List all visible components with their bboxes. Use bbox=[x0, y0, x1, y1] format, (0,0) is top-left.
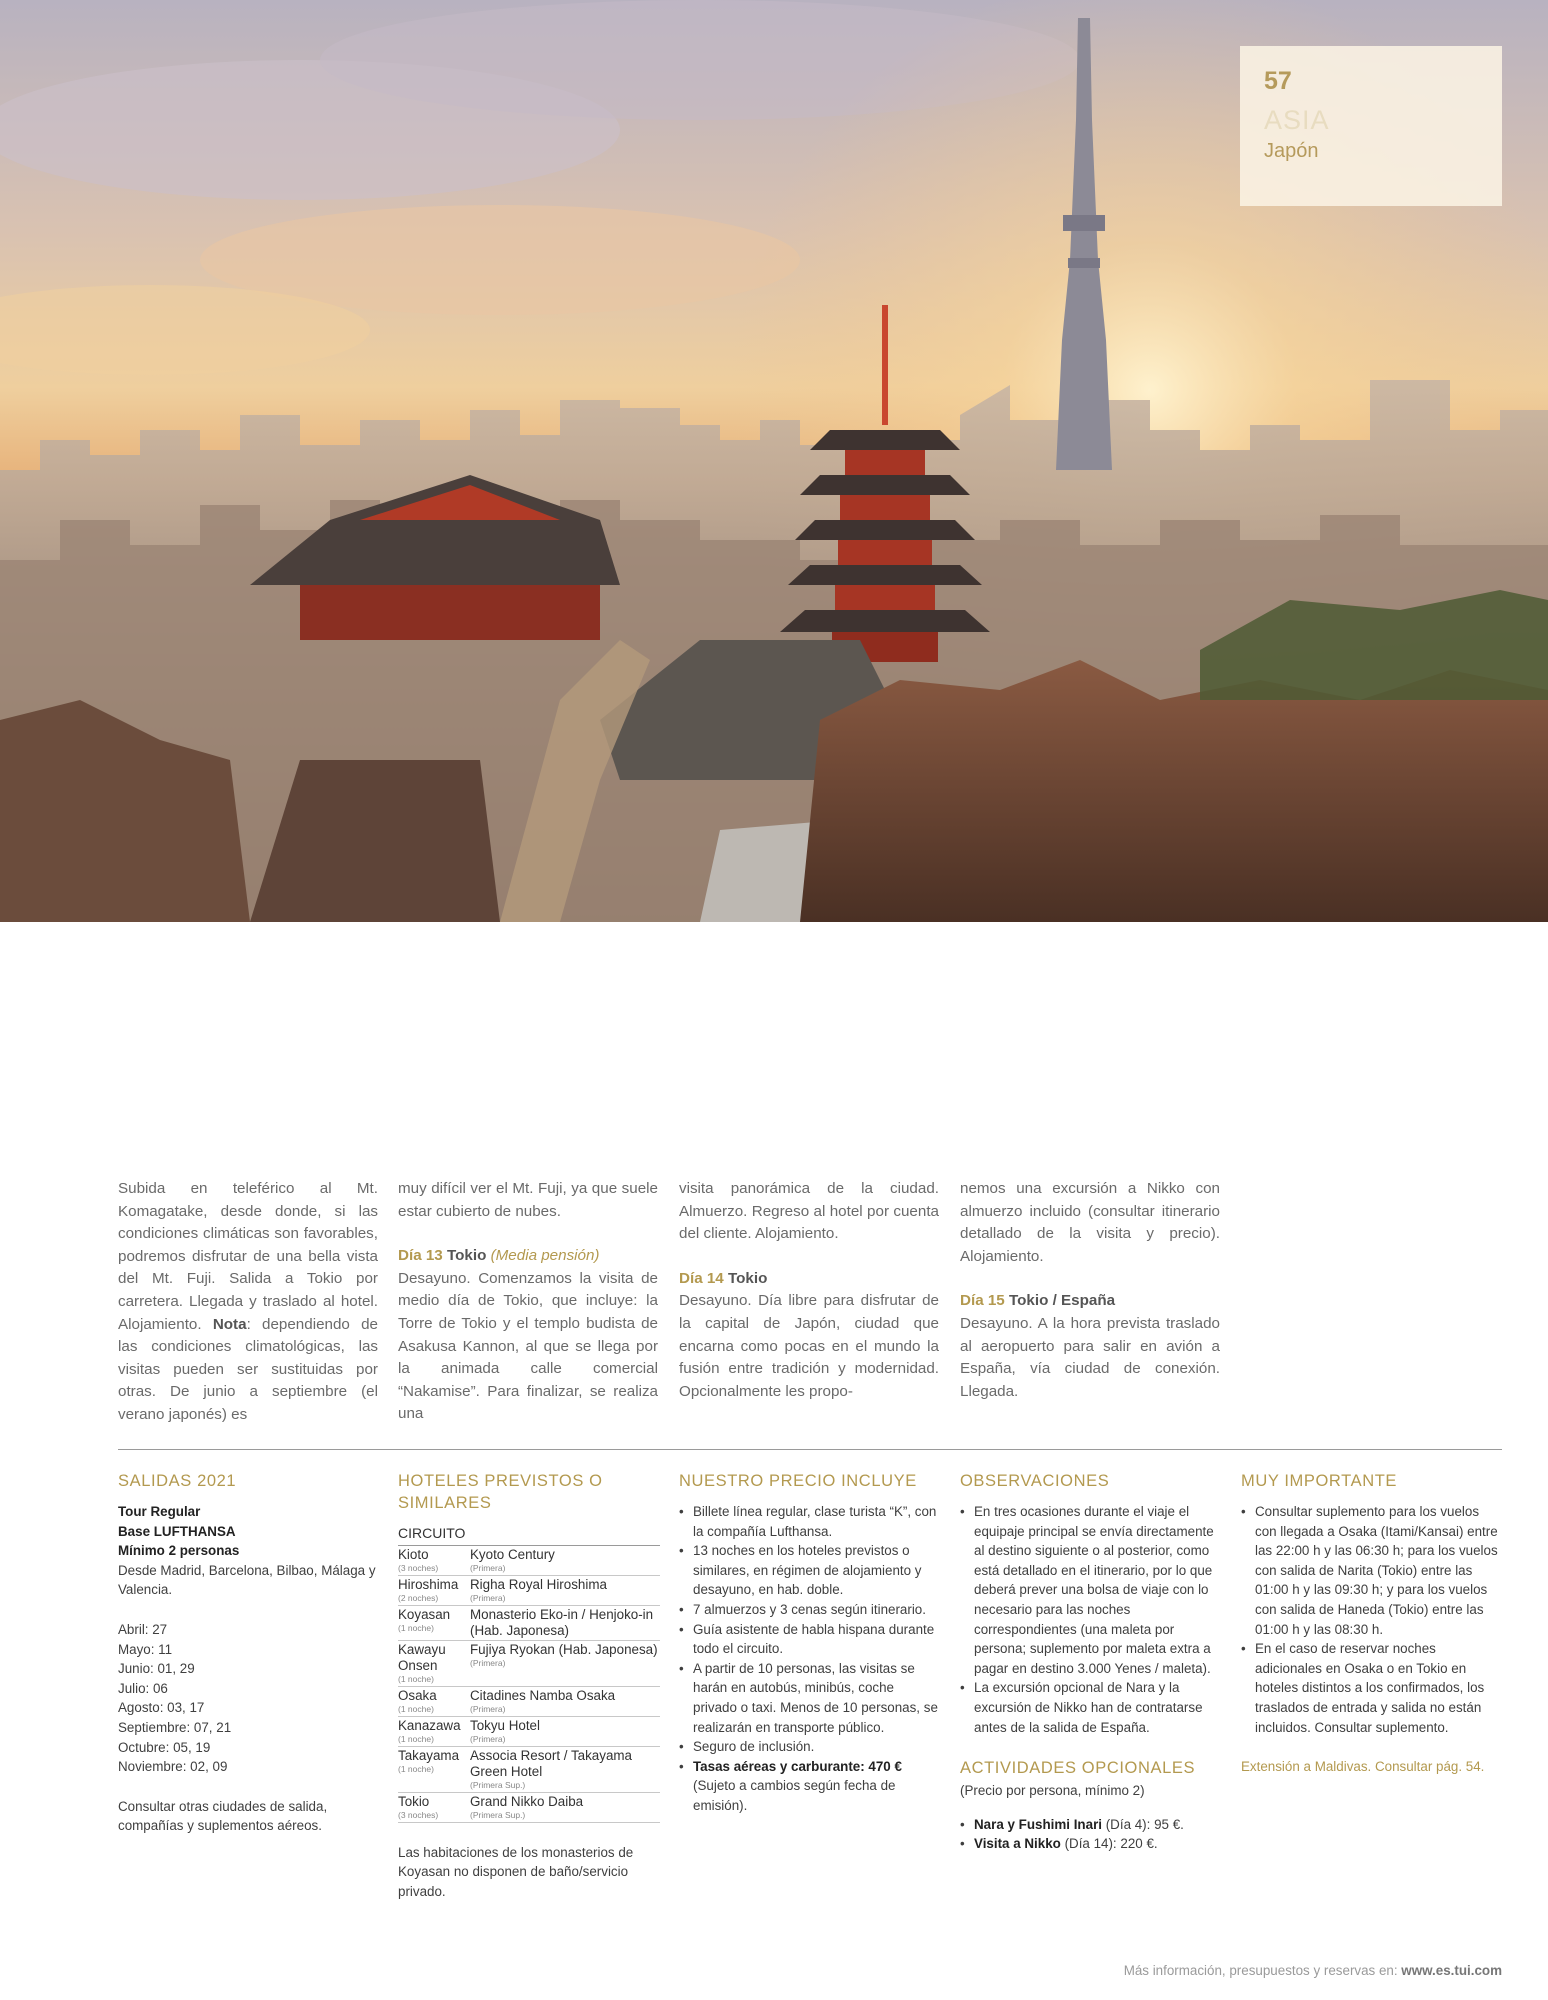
hotel-row bbox=[398, 1747, 660, 1793]
incluye-item: • Seguro de inclusión. bbox=[679, 1737, 941, 1757]
observaciones-section bbox=[960, 1470, 1222, 1854]
note-text: : dependiendo de las condiciones climatológicas, las visitas pueden ser sustituidas por otras. De junio a septiembre (el verano japonés) es bbox=[118, 1315, 378, 1423]
hotel-name-cell bbox=[470, 1718, 660, 1745]
hotel-name: Associa Resort / Takayama Green Hotel bbox=[470, 1747, 632, 1779]
hotel-category: (Primera) bbox=[470, 1592, 506, 1603]
section-title: MUY IMPORTANTE bbox=[1241, 1472, 1397, 1490]
itinerary-column-2 bbox=[398, 1178, 658, 1426]
incluye-item-text: (Sujeto a cambios según fecha de emisión). bbox=[693, 1778, 896, 1813]
itinerary-column-3 bbox=[679, 1178, 939, 1403]
section-divider bbox=[118, 1449, 1502, 1450]
section-title: SALIDAS 2021 bbox=[118, 1472, 237, 1490]
hotel-row bbox=[398, 1576, 660, 1606]
hotel-category: (Primera) bbox=[470, 1657, 506, 1668]
minimum-people: Mínimo 2 personas bbox=[118, 1543, 240, 1559]
incluye-item-bold: Tasas aéreas y carburante: 470 € bbox=[693, 1758, 902, 1774]
tour-type: Tour Regular bbox=[118, 1504, 201, 1519]
hotel-row bbox=[398, 1546, 660, 1576]
departure-date: Julio: 06 bbox=[118, 1680, 168, 1696]
nights-count: (3 noches) bbox=[398, 1809, 439, 1820]
destination-tag bbox=[1240, 46, 1502, 206]
observaciones-list bbox=[960, 1502, 1222, 1737]
footer-url[interactable]: www.es.tui.com bbox=[1401, 1963, 1502, 1978]
hotel-name-cell bbox=[470, 1688, 660, 1715]
city-name: Kioto bbox=[398, 1546, 429, 1562]
region-label: ASIA bbox=[1264, 105, 1330, 135]
extension-link[interactable]: Extensión a Maldivas. Consultar pág. 54. bbox=[1241, 1759, 1485, 1775]
base-label: Base bbox=[118, 1523, 154, 1539]
departure-date: Noviembre: 02, 09 bbox=[118, 1759, 228, 1775]
actividad-name: Visita a Nikko bbox=[974, 1836, 1061, 1852]
hotel-row bbox=[398, 1606, 660, 1641]
importante-section bbox=[1241, 1470, 1503, 1777]
nights-count: (1 noche) bbox=[398, 1673, 434, 1684]
hotel-city bbox=[398, 1547, 470, 1574]
airline-name: LUFTHANSA bbox=[153, 1523, 236, 1539]
hotel-name: Righa Royal Hiroshima bbox=[470, 1576, 607, 1592]
country-label: Japón bbox=[1264, 139, 1319, 162]
hotel-name-cell bbox=[470, 1607, 660, 1639]
actividades-list bbox=[960, 1815, 1222, 1854]
hotel-city bbox=[398, 1688, 470, 1715]
salidas-note: Consultar otras ciudades de salida, compañías y suplementos aéreos. bbox=[118, 1798, 328, 1834]
day-label: Día 13 bbox=[398, 1247, 443, 1265]
departure-date: Abril: 27 bbox=[118, 1621, 168, 1637]
hotel-name-cell bbox=[470, 1577, 660, 1604]
hotel-name: Monasterio Eko-in / Henjoko-in (Hab. Japonesa) bbox=[470, 1606, 654, 1638]
hotel-name-cell bbox=[470, 1748, 660, 1791]
hotel-city bbox=[398, 1607, 470, 1639]
city-name: Osaka bbox=[398, 1687, 437, 1703]
incluye-section bbox=[679, 1470, 941, 1816]
departure-date: Mayo: 11 bbox=[118, 1641, 173, 1657]
note-label: Nota bbox=[212, 1315, 247, 1333]
importante-item: • Consultar suplemento para los vuelos con llegada a Osaka (Itami/Kansai) entre las 22:00 h y las 06:30 h; para los vuelos con salida de Narita (Tokio) entre las 01:00 h y las 09:30 h; y para los vuelos con salida de Haneda (Tokio) entre las 01:00 h y las 08:30 h. bbox=[1241, 1502, 1503, 1639]
hotel-name: Citadines Namba Osaka bbox=[470, 1687, 616, 1703]
actividades-subtitle: (Precio por persona, mínimo 2) bbox=[960, 1783, 1145, 1799]
salidas-section bbox=[118, 1470, 380, 1836]
day-label: Día 14 bbox=[679, 1269, 724, 1287]
day-destination: Tokio bbox=[446, 1247, 487, 1265]
incluye-item bbox=[679, 1757, 941, 1816]
hotel-name: Tokyu Hotel bbox=[470, 1717, 540, 1733]
hotel-category: (Primera Sup.) bbox=[470, 1779, 526, 1790]
section-title: HOTELES PREVISTOS O SIMILARES bbox=[398, 1472, 603, 1512]
incluye-list bbox=[679, 1502, 941, 1816]
observacion-item: • La excursión opcional de Nara y la excursión de Nikko han de contratarse antes de la salida de España. bbox=[960, 1678, 1222, 1737]
page-number: 57 bbox=[1264, 67, 1292, 95]
hero-photo bbox=[0, 0, 1548, 922]
hotels-note: Las habitaciones de los monasterios de Koyasan no disponen de baño/servicio privado. bbox=[398, 1844, 634, 1899]
incluye-item: • A partir de 10 personas, las visitas se harán en autobús, minibús, coche privado o taxi. Menos de 10 personas, se realizarán en transporte público. bbox=[679, 1659, 941, 1737]
departure-cities: Desde Madrid, Barcelona, Bilbao, Málaga y Valencia. bbox=[118, 1562, 376, 1598]
hotel-category: (Primera) bbox=[470, 1562, 506, 1573]
nights-count: (1 noche) bbox=[398, 1763, 434, 1774]
footer bbox=[1124, 1963, 1502, 1978]
actividad-detail: (Día 14): 220 €. bbox=[1060, 1836, 1158, 1852]
actividad-name: Nara y Fushimi Inari bbox=[974, 1816, 1102, 1832]
itinerary-column-4 bbox=[960, 1178, 1220, 1403]
hotel-row bbox=[398, 1641, 660, 1687]
importante-item: • En el caso de reservar noches adicionales en Osaka o en Tokio en hoteles distintos a los confirmados, los traslados de entrada y salida no están incluidos. Consultar suplemento. bbox=[1241, 1639, 1503, 1737]
itinerary-column-1 bbox=[118, 1178, 378, 1427]
incluye-item: • Billete línea regular, clase turista “K”, con la compañía Lufthansa. bbox=[679, 1502, 941, 1541]
incluye-item: • Guía asistente de habla hispana durante todo el circuito. bbox=[679, 1620, 941, 1659]
day-15-text: Desayuno. A la hora prevista traslado al aeropuerto para salir en avión a España, vía ciudad de conexión. Llegada. bbox=[960, 1314, 1220, 1400]
hotel-city bbox=[398, 1794, 470, 1821]
nights-count: (1 noche) bbox=[398, 1622, 434, 1633]
departure-date: Agosto: 03, 17 bbox=[118, 1700, 205, 1716]
nights-count: (1 noche) bbox=[398, 1703, 434, 1714]
hotel-category: (Primera Sup.) bbox=[470, 1809, 526, 1820]
day-14-text: Desayuno. Día libre para disfrutar de la capital de Japón, ciudad que encarna como pocas en el mundo la fusión entre tradición y modernidad. Opcionalmente les propo- bbox=[679, 1292, 939, 1400]
day-13-heading bbox=[398, 1245, 658, 1268]
incluye-item: • 7 almuerzos y 3 cenas según itinerario. bbox=[679, 1600, 941, 1620]
hotel-name-cell bbox=[470, 1642, 660, 1685]
city-name: Tokio bbox=[398, 1793, 430, 1809]
hotel-category: (Primera) bbox=[470, 1733, 506, 1744]
nights-count: (1 noche) bbox=[398, 1733, 434, 1744]
city-name: Kawayu Onsen bbox=[398, 1641, 446, 1673]
day-13-text: Desayuno. Comenzamos la visita de medio día de Tokio, que incluye: la Torre de Tokio y el templo budista de Asakusa Kannon, al que se llega por la animada calle comercial “Nakamise”. Para finalizar, se realiza una bbox=[398, 1269, 658, 1423]
city-name: Kanazawa bbox=[398, 1717, 461, 1733]
section-title: NUESTRO PRECIO INCLUYE bbox=[679, 1472, 917, 1490]
base-airline bbox=[118, 1522, 380, 1542]
nights-count: (3 noches) bbox=[398, 1562, 439, 1573]
incluye-item: • 13 noches en los hoteles previstos o similares, en régimen de alojamiento y desayuno, en hab. doble. bbox=[679, 1541, 941, 1600]
hotel-name-cell bbox=[470, 1547, 660, 1574]
actividad-detail: (Día 4): 95 €. bbox=[1102, 1816, 1184, 1832]
day-15-heading bbox=[960, 1290, 1220, 1313]
section-title: ACTIVIDADES OPCIONALES bbox=[960, 1759, 1196, 1778]
itinerary-paragraph: Subida en teleférico al Mt. Komagatake, desde donde, si las condiciones climáticas son favorables, podremos disfrutar de una bella vista del Mt. Fuji. Salida a Tokio por carretera. Llegada y traslado al hotel. Alojamiento. bbox=[118, 1180, 378, 1333]
departure-date: Octubre: 05, 19 bbox=[118, 1739, 211, 1755]
day-label: Día 15 bbox=[960, 1292, 1005, 1310]
nights-count: (2 noches) bbox=[398, 1592, 439, 1603]
hotel-category: (Primera) bbox=[470, 1703, 506, 1714]
city-name: Hiroshima bbox=[398, 1576, 459, 1592]
meal-plan: (Media pensión) bbox=[490, 1247, 600, 1265]
hoteles-section bbox=[398, 1470, 660, 1901]
observacion-item: • En tres ocasiones durante el viaje el equipaje principal se envía directamente al destino siguiente o al posterior, como está detallado en el itinerario, por lo que deberá prever una bolsa de viaje con lo necesario para las noches correspondientes (una maleta por persona; suplemento por maleta extra a pagar en destino 3.000 Yenes / maleta). bbox=[960, 1502, 1222, 1678]
city-name: Takayama bbox=[398, 1747, 460, 1763]
itinerary-paragraph: nemos una excursión a Nikko con almuerzo incluido (consultar itinerario detallado de la visita y precio). Alojamiento. bbox=[960, 1180, 1220, 1265]
city-name: Koyasan bbox=[398, 1606, 451, 1622]
hotel-table bbox=[398, 1546, 660, 1823]
hotel-name: Kyoto Century bbox=[470, 1546, 555, 1562]
hotel-city bbox=[398, 1748, 470, 1791]
hotel-city bbox=[398, 1642, 470, 1685]
section-title: OBSERVACIONES bbox=[960, 1472, 1110, 1490]
hotel-row bbox=[398, 1687, 660, 1717]
importante-list bbox=[1241, 1502, 1503, 1737]
hotel-name: Grand Nikko Daiba bbox=[470, 1793, 584, 1809]
departure-date: Septiembre: 07, 21 bbox=[118, 1719, 232, 1735]
hotel-row bbox=[398, 1717, 660, 1747]
day-14-heading bbox=[679, 1268, 939, 1291]
hotel-name-cell bbox=[470, 1794, 660, 1821]
itinerary-paragraph: muy difícil ver el Mt. Fuji, ya que suele estar cubierto de nubes. bbox=[398, 1180, 658, 1220]
hotel-city bbox=[398, 1718, 470, 1745]
day-destination: Tokio / España bbox=[1008, 1292, 1116, 1310]
footer-text: Más información, presupuestos y reservas en: bbox=[1123, 1963, 1402, 1978]
hotel-city bbox=[398, 1577, 470, 1604]
hotel-name: Fujiya Ryokan (Hab. Japonesa) bbox=[470, 1641, 658, 1657]
actividad-item bbox=[960, 1815, 1222, 1835]
itinerary-text bbox=[118, 1178, 378, 1427]
itinerary-paragraph: visita panorámica de la ciudad. Almuerzo. Regreso al hotel por cuenta del cliente. Alojamiento. bbox=[679, 1180, 939, 1243]
departure-date: Junio: 01, 29 bbox=[118, 1661, 195, 1677]
circuit-label: CIRCUITO bbox=[398, 1524, 660, 1546]
departure-dates bbox=[118, 1620, 380, 1777]
actividad-item bbox=[960, 1834, 1222, 1854]
hotel-row bbox=[398, 1793, 660, 1823]
day-destination: Tokio bbox=[727, 1269, 768, 1287]
